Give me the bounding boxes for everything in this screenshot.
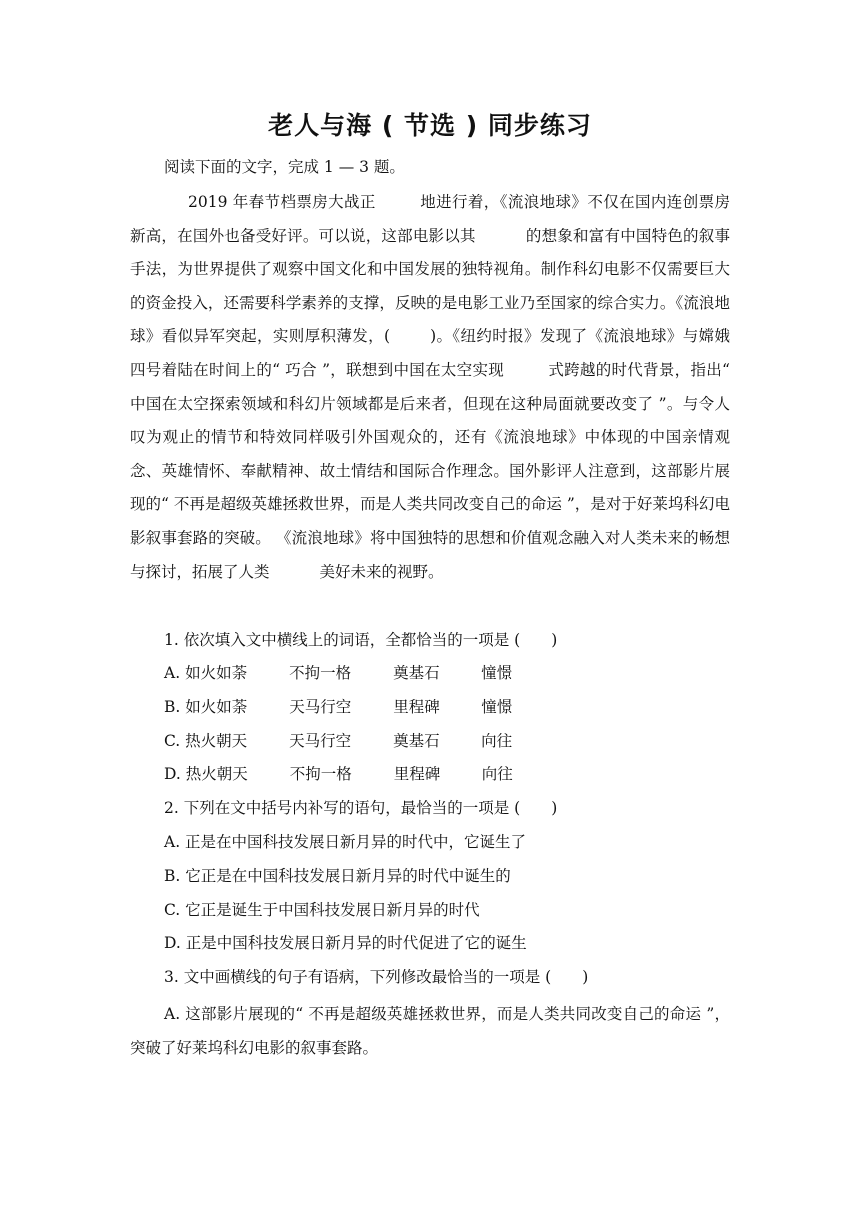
question-2-option-b: B. 它正是在中国科技发展日新月异的时代中诞生的 — [164, 867, 511, 885]
question-2-option-c: C. 它正是诞生于中国科技发展日新月异的时代 — [164, 901, 480, 919]
page-title: 老人与海 ( 节选 ) 同步练习 — [268, 111, 592, 140]
option-word: 热火朝天 — [185, 732, 248, 750]
option-word: 如火如荼 — [185, 664, 248, 682]
option-label: B. — [164, 698, 181, 716]
question-1-option-b — [164, 694, 734, 720]
question-3-option-a: A. 这部影片展现的“ 不再是超级英雄拯救世界，而是人类共同改变自己的命运 ”，突破了好莱坞科幻电影的叙事套路。 — [130, 1005, 730, 1057]
option-word: 憧憬 — [481, 698, 513, 716]
option-word: 奠基石 — [393, 732, 440, 750]
passage-segment-2: 地进行着，《流浪地球》不仅在国内连创票房新高，在国外也备受好评。可以说，这部电影以其 — [130, 193, 730, 245]
option-word: 热火朝天 — [185, 765, 248, 783]
passage-segment-6: 美好未来的视野。 — [319, 562, 444, 581]
option-word: 天马行空 — [289, 698, 352, 716]
passage-segment-1: 2019 年春节档票房大战正 — [188, 193, 376, 211]
option-label: A. — [164, 664, 181, 682]
option-word: 不拘一格 — [289, 765, 352, 783]
question-1-option-d — [164, 761, 734, 787]
option-word: 向往 — [481, 765, 513, 783]
question-1-stem: 1. 依次填入文中横线上的词语，全都恰当的一项是 ( ) — [164, 631, 558, 649]
option-word: 天马行空 — [289, 732, 352, 750]
option-word: 里程碑 — [393, 765, 441, 783]
passage-segment-3: 的想象和富有中国特色的叙事手法，为世界提供了观察中国文化和中国发展的独特视角。制作科幻电影不仅需要巨大的资金投入，还需要科学素养的支撑，反映的是电影工业乃至国家的综合实力。《流浪地球》看似异军突起，实则厚积薄发，( — [130, 226, 730, 346]
option-word: 憧憬 — [481, 664, 513, 682]
option-label: D. — [164, 765, 181, 783]
question-1-option-c — [164, 728, 734, 754]
option-word: 向往 — [481, 732, 513, 750]
option-word: 不拘一格 — [289, 664, 352, 682]
option-word: 里程碑 — [393, 698, 440, 716]
reading-passage — [130, 186, 730, 589]
passage-segment-5: 式跨越的时代背景，指出“ 中国在太空探索领域和科幻片领域都是后来者，但现在这种局面就要改变了 ”。与令人叹为观止的情节和特效同样吸引外国观众的，还有《流浪地球》中体现的中国亲情观念、英雄情怀、奉献精神、故土情结和国际合作理念。国外影评人注意到，这部影片展现的“ 不再是超级英雄拯救世界，而是人类共同改变自己的命运 ”，是对于好莱坞科幻电影叙事套路的突破。 《流浪地球》将中国独特的思想和价值观念融入对人类未来的畅想与探讨，拓展了人类 — [130, 360, 730, 581]
option-label: C. — [164, 732, 181, 750]
question-2-option-d: D. 正是中国科技发展日新月异的时代促进了它的诞生 — [164, 934, 527, 952]
option-word: 如火如荼 — [185, 698, 248, 716]
question-3-stem: 3. 文中画横线的句子有语病，下列修改最恰当的一项是 ( ) — [164, 968, 589, 986]
reading-instruction: 阅读下面的文字，完成 1 — 3 题。 — [164, 158, 405, 176]
question-2-stem: 2. 下列在文中括号内补写的语句，最恰当的一项是 ( ) — [164, 799, 558, 817]
question-1-option-a — [164, 660, 734, 686]
passage-segment-4: )。《纽约时报》发现了《流浪地球》与嫦娥四号着陆在时间上的“ 巧合 ”，联想到中国在太空实现 — [130, 327, 730, 379]
question-2-option-a: A. 正是在中国科技发展日新月异的时代中，它诞生了 — [164, 833, 527, 851]
option-word: 奠基石 — [393, 664, 440, 682]
